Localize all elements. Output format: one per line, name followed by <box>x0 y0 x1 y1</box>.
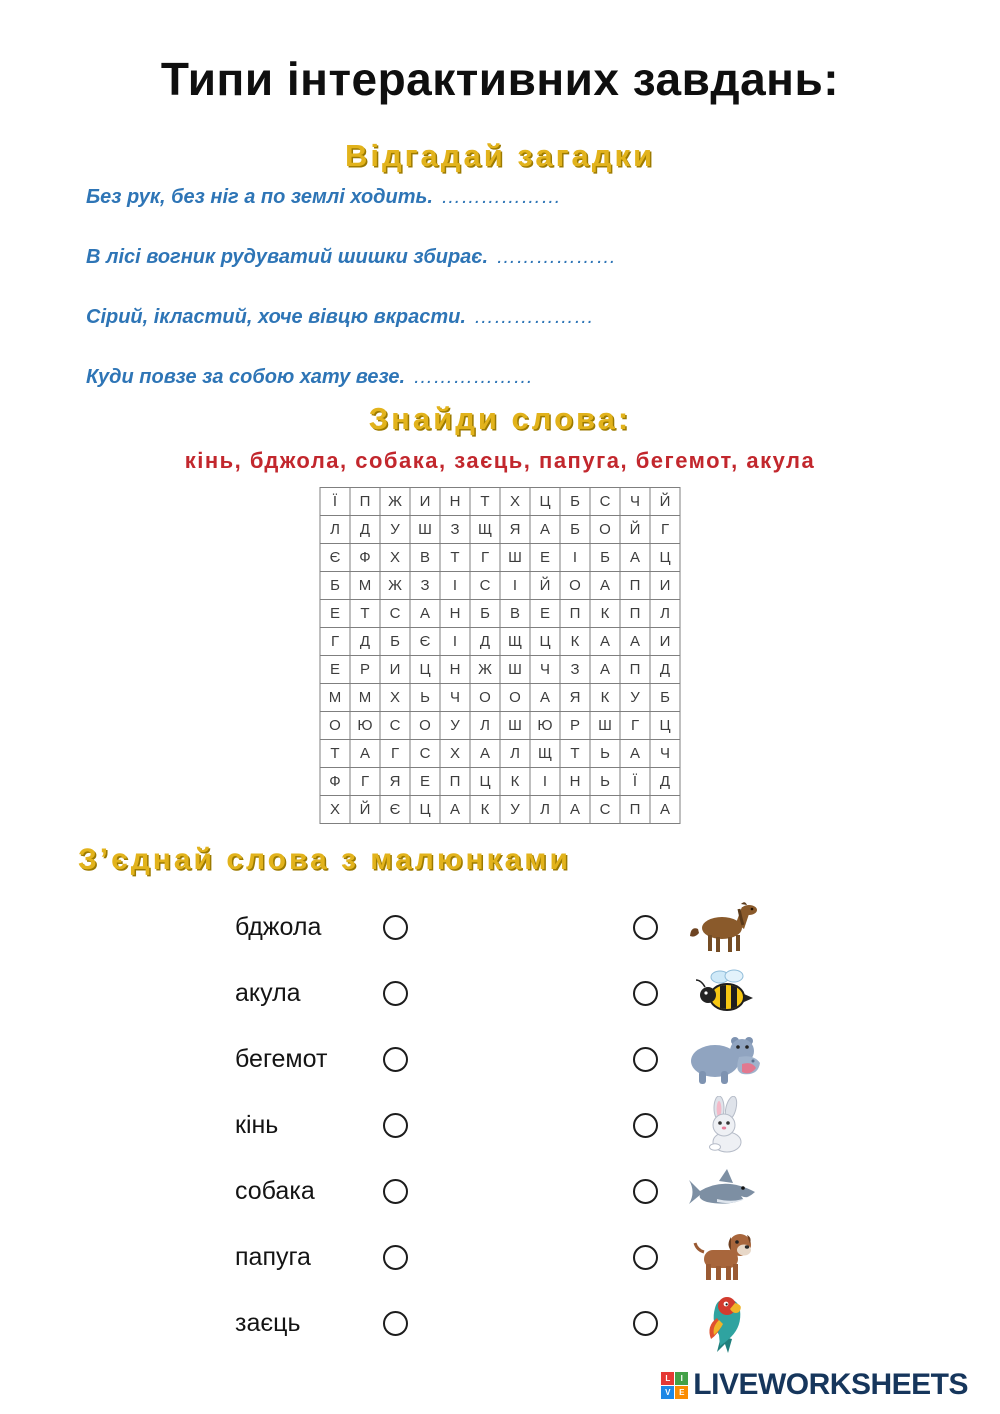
grid-cell[interactable]: Є <box>410 628 440 656</box>
grid-cell[interactable]: В <box>500 600 530 628</box>
grid-cell[interactable]: З <box>560 656 590 684</box>
grid-row <box>320 684 680 712</box>
grid-cell[interactable]: Ф <box>350 544 380 572</box>
match-right-circle[interactable] <box>633 1113 658 1138</box>
grid-cell[interactable]: Д <box>650 768 680 796</box>
grid-cell[interactable]: С <box>590 796 620 824</box>
logo-letter: I <box>675 1372 688 1385</box>
liveworksheets-logo-icon <box>661 1372 688 1399</box>
grid-cell[interactable]: О <box>470 684 500 712</box>
grid-cell[interactable]: Ч <box>620 488 650 516</box>
grid-cell[interactable]: А <box>590 656 620 684</box>
riddles-heading: Відгадай загадки <box>344 138 656 173</box>
riddle-answer-blank[interactable]: ……………… <box>413 366 534 388</box>
grid-row <box>320 740 680 768</box>
grid-cell[interactable]: Щ <box>530 740 560 768</box>
grid-cell[interactable]: У <box>440 712 470 740</box>
matching-heading: З’єднай слова з малюнками <box>78 843 571 876</box>
grid-cell[interactable]: Б <box>590 544 620 572</box>
grid-cell[interactable]: Ц <box>650 544 680 572</box>
grid-cell[interactable]: О <box>500 684 530 712</box>
grid-cell[interactable]: І <box>500 572 530 600</box>
grid-cell[interactable]: Е <box>530 544 560 572</box>
grid-cell[interactable]: Н <box>560 768 590 796</box>
horse-image <box>688 899 762 955</box>
match-row <box>235 1158 795 1224</box>
grid-cell[interactable]: Х <box>380 544 410 572</box>
grid-cell[interactable]: А <box>590 628 620 656</box>
grid-cell[interactable]: Є <box>380 796 410 824</box>
grid-cell[interactable]: Г <box>470 544 500 572</box>
grid-cell[interactable]: І <box>530 768 560 796</box>
grid-cell[interactable]: І <box>440 628 470 656</box>
word-search-grid-body <box>320 488 680 824</box>
match-right-circle[interactable] <box>633 981 658 1006</box>
grid-cell[interactable]: М <box>350 684 380 712</box>
match-right-circle[interactable] <box>633 1047 658 1072</box>
match-word: кінь <box>235 1110 279 1139</box>
grid-cell[interactable]: И <box>380 656 410 684</box>
grid-cell[interactable]: С <box>590 488 620 516</box>
grid-cell[interactable]: П <box>620 656 650 684</box>
grid-cell[interactable]: Х <box>380 684 410 712</box>
match-right-circle[interactable] <box>633 1245 658 1270</box>
matching-section <box>235 894 795 1356</box>
grid-cell[interactable]: Ч <box>440 684 470 712</box>
grid-row <box>320 544 680 572</box>
grid-cell[interactable]: Н <box>440 600 470 628</box>
word-bank: кінь, бджола, собака, заєць, папуга, бегемот, акула <box>184 448 816 473</box>
grid-cell[interactable]: О <box>560 572 590 600</box>
grid-cell[interactable]: А <box>350 740 380 768</box>
grid-cell[interactable]: Д <box>350 516 380 544</box>
riddle-line <box>86 306 940 329</box>
grid-cell[interactable]: А <box>440 796 470 824</box>
match-word: собака <box>235 1176 315 1205</box>
match-right-circle[interactable] <box>633 1179 658 1204</box>
grid-cell[interactable]: С <box>470 572 500 600</box>
grid-cell[interactable]: Б <box>320 572 350 600</box>
grid-row <box>320 600 680 628</box>
grid-cell[interactable]: Ь <box>590 740 620 768</box>
grid-cell[interactable]: І <box>560 544 590 572</box>
grid-cell[interactable]: М <box>350 572 380 600</box>
grid-cell[interactable]: Й <box>650 488 680 516</box>
grid-cell[interactable]: П <box>560 600 590 628</box>
grid-cell[interactable]: К <box>470 796 500 824</box>
riddle-text: Без рук, без ніг а по землі ходить. <box>86 186 433 208</box>
grid-cell[interactable]: Ц <box>530 488 560 516</box>
grid-cell[interactable]: Р <box>350 656 380 684</box>
grid-cell[interactable]: П <box>350 488 380 516</box>
grid-cell[interactable]: Г <box>350 768 380 796</box>
grid-cell[interactable]: А <box>530 684 560 712</box>
grid-cell[interactable]: В <box>410 544 440 572</box>
liveworksheets-footer-link[interactable] <box>661 1368 968 1402</box>
grid-cell[interactable]: Б <box>380 628 410 656</box>
liveworksheets-brand-text: LIVEWORKSHEETS <box>693 1368 968 1401</box>
grid-cell[interactable]: Г <box>650 516 680 544</box>
grid-cell[interactable]: У <box>620 684 650 712</box>
grid-cell[interactable]: Г <box>320 628 350 656</box>
grid-cell[interactable]: Д <box>350 628 380 656</box>
grid-cell[interactable]: П <box>620 600 650 628</box>
grid-cell[interactable]: Ю <box>350 712 380 740</box>
grid-cell[interactable]: З <box>440 516 470 544</box>
match-word: заєць <box>235 1308 301 1337</box>
grid-cell[interactable]: Е <box>320 656 350 684</box>
grid-cell[interactable]: А <box>560 796 590 824</box>
match-left-circle[interactable] <box>383 1113 408 1138</box>
grid-row <box>320 656 680 684</box>
grid-cell[interactable]: Л <box>530 796 560 824</box>
rabbit-image <box>693 1096 757 1154</box>
grid-cell[interactable]: И <box>410 488 440 516</box>
grid-cell[interactable]: Т <box>350 600 380 628</box>
logo-letter: L <box>661 1372 674 1385</box>
grid-cell[interactable]: О <box>590 516 620 544</box>
grid-cell[interactable]: Х <box>440 740 470 768</box>
match-word: акула <box>235 978 301 1007</box>
grid-cell[interactable]: К <box>590 600 620 628</box>
grid-cell[interactable]: Л <box>650 600 680 628</box>
match-left-circle[interactable] <box>383 1047 408 1072</box>
riddle-text: Сірий, ікластий, хоче вівцю вкрасти. <box>86 306 466 328</box>
riddle-text: В лісі вогник рудуватий шишки збирає. <box>86 246 489 268</box>
grid-cell[interactable]: Я <box>560 684 590 712</box>
grid-cell[interactable]: Ц <box>410 656 440 684</box>
match-word: папуга <box>235 1242 311 1271</box>
match-left-circle[interactable] <box>383 1311 408 1336</box>
grid-cell[interactable]: Л <box>320 516 350 544</box>
riddles-section <box>86 186 940 426</box>
grid-cell[interactable]: Ш <box>500 712 530 740</box>
riddle-line <box>86 246 940 269</box>
grid-cell[interactable]: Щ <box>470 516 500 544</box>
riddle-answer-blank[interactable]: ……………… <box>440 186 561 208</box>
grid-cell[interactable]: Г <box>380 740 410 768</box>
match-left-circle[interactable] <box>383 915 408 940</box>
grid-row <box>320 488 680 516</box>
grid-cell[interactable]: Ю <box>530 712 560 740</box>
match-left-circle[interactable] <box>383 1245 408 1270</box>
grid-cell[interactable]: Щ <box>500 628 530 656</box>
grid-cell[interactable]: Ц <box>650 712 680 740</box>
grid-cell[interactable]: К <box>500 768 530 796</box>
match-row <box>235 1026 795 1092</box>
grid-row <box>320 796 680 824</box>
grid-cell[interactable]: Й <box>350 796 380 824</box>
word-search-grid <box>320 487 681 824</box>
grid-cell[interactable]: С <box>410 740 440 768</box>
match-left-circle[interactable] <box>383 1179 408 1204</box>
grid-cell[interactable]: К <box>590 684 620 712</box>
grid-cell[interactable]: Я <box>380 768 410 796</box>
grid-cell[interactable]: А <box>650 796 680 824</box>
grid-cell[interactable]: Д <box>470 628 500 656</box>
grid-row <box>320 768 680 796</box>
match-left-circle[interactable] <box>383 981 408 1006</box>
grid-cell[interactable]: А <box>620 544 650 572</box>
grid-cell[interactable]: О <box>320 712 350 740</box>
grid-cell[interactable]: А <box>620 628 650 656</box>
grid-cell[interactable]: Н <box>440 656 470 684</box>
grid-cell[interactable]: А <box>590 572 620 600</box>
bee-image <box>693 965 757 1021</box>
grid-cell[interactable]: З <box>410 572 440 600</box>
wordsearch-heading: Знайди слова: <box>368 401 632 436</box>
grid-cell[interactable]: Ч <box>650 740 680 768</box>
grid-cell[interactable]: Ж <box>470 656 500 684</box>
grid-cell[interactable]: Е <box>530 600 560 628</box>
grid-cell[interactable]: Ї <box>620 768 650 796</box>
riddle-answer-blank[interactable]: ……………… <box>496 246 617 268</box>
grid-cell[interactable]: Ш <box>410 516 440 544</box>
match-right-circle[interactable] <box>633 915 658 940</box>
logo-letter: V <box>661 1386 674 1399</box>
grid-cell[interactable]: Ш <box>500 544 530 572</box>
grid-cell[interactable]: Н <box>440 488 470 516</box>
grid-cell[interactable]: Ь <box>410 684 440 712</box>
grid-row <box>320 572 680 600</box>
match-row <box>235 1224 795 1290</box>
match-row <box>235 960 795 1026</box>
grid-cell[interactable]: И <box>650 628 680 656</box>
grid-cell[interactable]: А <box>530 516 560 544</box>
grid-cell[interactable]: Ш <box>500 656 530 684</box>
grid-cell[interactable]: У <box>380 516 410 544</box>
dog-image <box>690 1228 760 1286</box>
parrot-image <box>697 1292 753 1354</box>
grid-cell[interactable]: Ц <box>530 628 560 656</box>
grid-cell[interactable]: Ч <box>530 656 560 684</box>
grid-cell[interactable]: Б <box>470 600 500 628</box>
grid-cell[interactable]: М <box>320 684 350 712</box>
grid-cell[interactable]: О <box>410 712 440 740</box>
grid-cell[interactable]: Ї <box>320 488 350 516</box>
grid-cell[interactable]: А <box>470 740 500 768</box>
grid-cell[interactable]: Т <box>320 740 350 768</box>
grid-cell[interactable]: А <box>620 740 650 768</box>
grid-cell[interactable]: Й <box>530 572 560 600</box>
grid-cell[interactable]: Т <box>470 488 500 516</box>
grid-cell[interactable]: Б <box>560 488 590 516</box>
shark-image <box>685 1166 765 1216</box>
grid-row <box>320 516 680 544</box>
grid-cell[interactable]: Й <box>620 516 650 544</box>
grid-cell[interactable]: У <box>500 796 530 824</box>
grid-cell[interactable]: П <box>620 796 650 824</box>
grid-cell[interactable]: Б <box>560 516 590 544</box>
riddle-answer-blank[interactable]: ……………… <box>473 306 594 328</box>
grid-cell[interactable]: Х <box>320 796 350 824</box>
grid-cell[interactable]: С <box>380 600 410 628</box>
page-title: Типи інтерактивних завдань: <box>160 53 840 105</box>
grid-cell[interactable]: Ж <box>380 488 410 516</box>
logo-letter: E <box>675 1386 688 1399</box>
grid-cell[interactable]: Є <box>320 544 350 572</box>
grid-cell[interactable]: Г <box>620 712 650 740</box>
grid-cell[interactable]: Ь <box>590 768 620 796</box>
hippo-image <box>685 1031 765 1087</box>
grid-cell[interactable]: Л <box>500 740 530 768</box>
grid-row <box>320 628 680 656</box>
grid-cell[interactable]: Т <box>440 544 470 572</box>
grid-cell[interactable]: Л <box>470 712 500 740</box>
grid-cell[interactable]: Х <box>500 488 530 516</box>
grid-cell[interactable]: Ц <box>410 796 440 824</box>
wordsearch-section <box>320 487 681 824</box>
grid-cell[interactable]: Д <box>650 656 680 684</box>
match-word: бджола <box>235 912 322 941</box>
grid-cell[interactable]: Т <box>560 740 590 768</box>
grid-cell[interactable]: И <box>650 572 680 600</box>
match-right-circle[interactable] <box>633 1311 658 1336</box>
match-row <box>235 894 795 960</box>
riddle-line <box>86 186 940 209</box>
grid-cell[interactable]: І <box>440 572 470 600</box>
grid-cell[interactable]: Р <box>560 712 590 740</box>
grid-cell[interactable]: Ц <box>470 768 500 796</box>
riddle-text: Куди повзе за собою хату везе. <box>86 366 406 388</box>
match-row <box>235 1092 795 1158</box>
riddle-line <box>86 366 940 389</box>
grid-cell[interactable]: С <box>380 712 410 740</box>
grid-cell[interactable]: Е <box>320 600 350 628</box>
grid-cell[interactable]: Ш <box>590 712 620 740</box>
grid-cell[interactable]: П <box>620 572 650 600</box>
grid-cell[interactable]: К <box>560 628 590 656</box>
grid-cell[interactable]: Б <box>650 684 680 712</box>
grid-cell[interactable]: Ф <box>320 768 350 796</box>
grid-cell[interactable]: Я <box>500 516 530 544</box>
grid-cell[interactable]: П <box>440 768 470 796</box>
grid-cell[interactable]: А <box>410 600 440 628</box>
match-word: бегемот <box>235 1044 328 1073</box>
grid-row <box>320 712 680 740</box>
grid-cell[interactable]: Ж <box>380 572 410 600</box>
grid-cell[interactable]: Е <box>410 768 440 796</box>
match-row <box>235 1290 795 1356</box>
